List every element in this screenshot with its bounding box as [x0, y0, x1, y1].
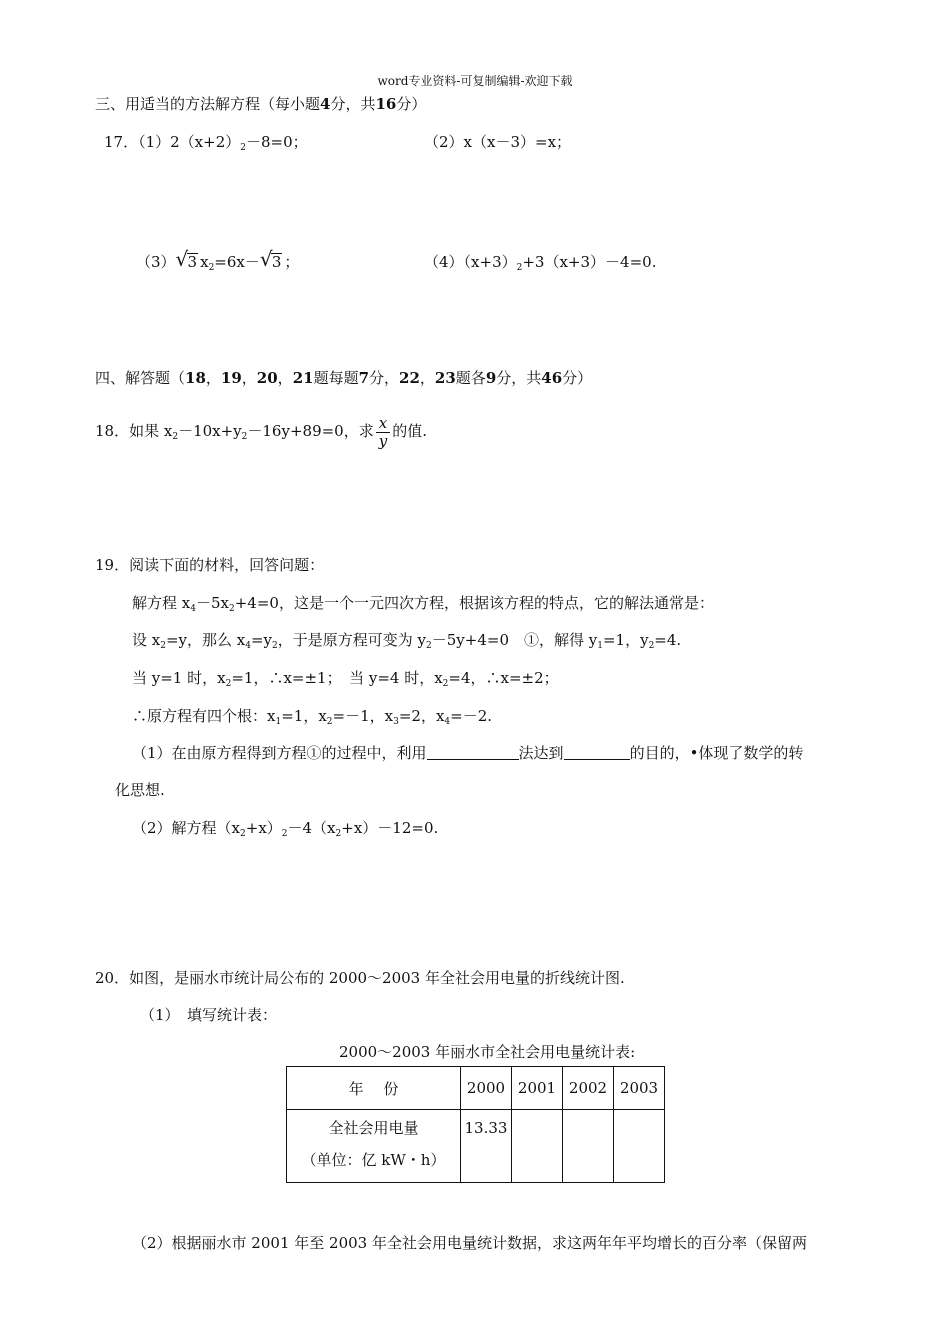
q17-part4: [424, 252, 656, 272]
sqrt-symbol: √ 3: [259, 247, 282, 271]
value-2003[interactable]: [614, 1110, 665, 1183]
year-header: 年 份: [287, 1067, 461, 1110]
electricity-stat-table: [286, 1066, 665, 1183]
q20-intro: 20．如图，是丽水市统计局公布的 2000～2003 年全社会用电量的折线统计图.: [95, 969, 625, 987]
q19-intro: 19．阅读下面的材料，回答问题：: [95, 556, 325, 574]
section-3-heading: [95, 94, 426, 114]
row-label-line1: 全社会用电量: [328, 1119, 419, 1137]
table-caption: 2000～2003 年丽水市全社会用电量统计表:: [339, 1043, 636, 1061]
exponent: 2: [208, 263, 215, 273]
fill-in-blank[interactable]: [427, 743, 519, 760]
heading-text: 分）: [396, 95, 427, 113]
q17-part2: （2）x（x－3）=x；: [424, 133, 572, 151]
year-2003: 2003: [614, 1067, 665, 1110]
q20-sub2: （2）根据丽水市 2001 年至 2003 年全社会用电量统计数据，求这两年年平均增长的百分率（保留两: [132, 1234, 807, 1252]
points-per-question: 4: [320, 95, 331, 113]
fill-in-blank[interactable]: [564, 743, 630, 760]
q19-line1: 解方程 $x_4-5x_2+4=0$，这是一个一元四次方程，根据该方程的特点，它的解法通常是：: [132, 594, 714, 614]
table-header-row: [287, 1067, 665, 1110]
variable: x: [200, 253, 209, 271]
q19-line4: ∴原方程有四个根：$x_1=1$，$x_2=-1$，$x_3=2$，$x_4=-2$.: [132, 707, 493, 727]
equation-text: +3（x+3）－4=0.: [522, 253, 657, 271]
row-label: [287, 1110, 461, 1183]
q19-line3: 当 y=1 时，$x_2=1$，∴x=±1； 当 y=4 时，$x_2=4$，∴x=±2；: [132, 669, 559, 689]
exponent: 2: [516, 263, 523, 273]
section-4-heading: 四、解答题（18，19，20，21题每题7分，22，23题各9分，共46分）: [95, 369, 593, 387]
q19-part1-cont: 化思想.: [115, 781, 165, 799]
page-header: word专业资料-可复制编辑-欢迎下载: [377, 74, 573, 88]
equation-text: 17．（1）2（x+2）: [104, 133, 241, 151]
exponent: 2: [240, 143, 246, 153]
equation-text: －8=0；: [245, 133, 308, 151]
row-label-line2: （单位：亿 kW・h）: [301, 1151, 446, 1169]
fraction-x-over-y: $\frac{x}{y}$: [376, 415, 390, 450]
q19-line2: 设 $x_2=y$，那么 $x_4=y_2$，于是原方程可变为 $y_2-5y+4=0$ ①，解得 $y_1=1$，$y_2=4$.: [132, 631, 682, 651]
q19-part1: （1）在由原方程得到方程①的过程中，利用 法达到 的目的，•体现了数学的转: [132, 744, 804, 762]
value-2000: 13.33: [461, 1110, 512, 1183]
q20-sub1: （1） 填写统计表：: [140, 1006, 278, 1024]
table-row: [287, 1110, 665, 1183]
value-2002[interactable]: [563, 1110, 614, 1183]
total-points: 16: [375, 95, 397, 113]
year-2002: 2002: [563, 1067, 614, 1110]
heading-text: 三、用适当的方法解方程（每小题: [95, 95, 321, 113]
q17-part1: [104, 132, 308, 152]
value-2001[interactable]: [512, 1110, 563, 1183]
q19-part2: （2）解方程$(x_2+x)_2-4(x_2+x)-12=0$.: [132, 819, 439, 839]
q18: 18．如果 $x_2-10x+y_2-16y+89=0$，求 $\frac{x}{y}$ 的值.: [95, 413, 427, 450]
year-2000: 2000: [461, 1067, 512, 1110]
sqrt-symbol: √ 3: [175, 247, 198, 271]
equation-text: =6x－: [214, 253, 260, 271]
q17-part3: [136, 247, 300, 273]
part-label: （3）: [136, 253, 176, 271]
heading-text: 分，共: [330, 95, 376, 113]
equation-text: ；: [284, 253, 300, 271]
year-2001: 2001: [512, 1067, 563, 1110]
equation-text: （4）（x+3）: [424, 253, 517, 271]
